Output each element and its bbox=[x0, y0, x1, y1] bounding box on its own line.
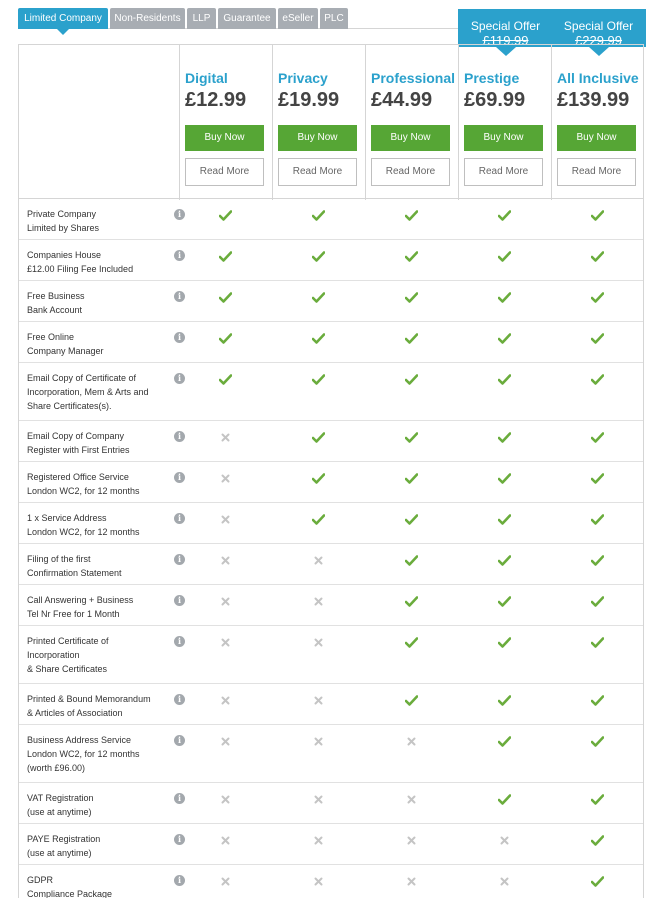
feature-row bbox=[19, 626, 643, 684]
feature-label bbox=[27, 552, 167, 580]
package-price: £69.99 bbox=[464, 89, 526, 111]
check-icon bbox=[311, 511, 327, 527]
package-name: Professional bbox=[371, 70, 456, 86]
package-professional bbox=[365, 45, 458, 200]
package-name: Prestige bbox=[464, 70, 520, 86]
cross-icon bbox=[497, 873, 513, 889]
check-icon bbox=[311, 248, 327, 264]
feature-label bbox=[27, 330, 167, 358]
tab-plc[interactable]: PLC bbox=[320, 8, 348, 29]
special-offer-label: Special Offer bbox=[470, 19, 541, 33]
feature-row bbox=[19, 783, 643, 824]
check-icon bbox=[404, 330, 420, 346]
feature-label-line: Incorporation bbox=[27, 650, 80, 660]
feature-label bbox=[27, 791, 167, 819]
feature-row bbox=[19, 544, 643, 585]
info-icon[interactable]: i bbox=[174, 209, 185, 220]
feature-row bbox=[19, 684, 643, 725]
feature-label-line: Registered Office Service bbox=[27, 472, 129, 482]
feature-label-line: GDPR bbox=[27, 875, 54, 885]
cross-icon bbox=[218, 634, 234, 650]
feature-label-line: Email Copy of Company bbox=[27, 431, 125, 441]
package-name: Privacy bbox=[278, 70, 328, 86]
check-icon bbox=[497, 692, 513, 708]
feature-label-line: PAYE Registration bbox=[27, 834, 101, 844]
buy-now-button[interactable]: Buy Now bbox=[557, 125, 636, 151]
info-icon[interactable]: i bbox=[174, 694, 185, 705]
info-icon[interactable]: i bbox=[174, 834, 185, 845]
check-icon bbox=[590, 248, 606, 264]
check-icon bbox=[404, 248, 420, 264]
feature-label bbox=[27, 248, 167, 276]
check-icon bbox=[218, 330, 234, 346]
buy-now-button[interactable]: Buy Now bbox=[278, 125, 357, 151]
feature-label-line: Call Answering + Business bbox=[27, 595, 134, 605]
check-icon bbox=[404, 289, 420, 305]
special-offer-ribbon bbox=[458, 9, 553, 47]
check-icon bbox=[311, 207, 327, 223]
cross-icon bbox=[311, 593, 327, 609]
cross-icon bbox=[404, 791, 420, 807]
check-icon bbox=[218, 248, 234, 264]
tab-non-residents[interactable]: Non-Residents bbox=[110, 8, 185, 29]
feature-row bbox=[19, 322, 643, 363]
check-icon bbox=[404, 207, 420, 223]
info-icon[interactable]: i bbox=[174, 875, 185, 886]
cross-icon bbox=[404, 832, 420, 848]
check-icon bbox=[497, 330, 513, 346]
check-icon bbox=[590, 330, 606, 346]
feature-label-line: 1 x Service Address bbox=[27, 513, 107, 523]
info-icon[interactable]: i bbox=[174, 636, 185, 647]
check-icon bbox=[590, 470, 606, 486]
feature-label-line: Company Manager bbox=[27, 346, 104, 356]
info-icon[interactable]: i bbox=[174, 332, 185, 343]
package-privacy bbox=[272, 45, 365, 200]
feature-label-line: Free Business bbox=[27, 291, 85, 301]
check-icon bbox=[590, 511, 606, 527]
check-icon bbox=[311, 330, 327, 346]
package-prestige bbox=[458, 45, 551, 200]
feature-row bbox=[19, 363, 643, 421]
pricing-table bbox=[18, 44, 644, 898]
tab-llp[interactable]: LLP bbox=[187, 8, 216, 29]
check-icon bbox=[404, 692, 420, 708]
check-icon bbox=[404, 593, 420, 609]
feature-label-line: £12.00 Filing Fee Included bbox=[27, 264, 134, 274]
buy-now-button[interactable]: Buy Now bbox=[464, 125, 543, 151]
check-icon bbox=[218, 207, 234, 223]
check-icon bbox=[590, 634, 606, 650]
feature-label-line: Share Certificates(s). bbox=[27, 401, 112, 411]
cross-icon bbox=[218, 593, 234, 609]
feature-label bbox=[27, 289, 167, 317]
cross-icon bbox=[218, 429, 234, 445]
read-more-button[interactable]: Read More bbox=[371, 158, 450, 186]
check-icon bbox=[497, 289, 513, 305]
special-offer-old-price: £119.99 bbox=[482, 33, 529, 48]
cross-icon bbox=[218, 692, 234, 708]
check-icon bbox=[404, 429, 420, 445]
info-icon[interactable]: i bbox=[174, 735, 185, 746]
feature-row bbox=[19, 725, 643, 783]
check-icon bbox=[404, 511, 420, 527]
info-icon[interactable]: i bbox=[174, 431, 185, 442]
feature-label-line: Email Copy of Certificate of bbox=[27, 373, 137, 383]
info-icon[interactable]: i bbox=[174, 472, 185, 483]
feature-label bbox=[27, 429, 167, 457]
read-more-button[interactable]: Read More bbox=[464, 158, 543, 186]
check-icon bbox=[497, 593, 513, 609]
info-icon[interactable]: i bbox=[174, 595, 185, 606]
package-price: £12.99 bbox=[185, 89, 247, 111]
cross-icon bbox=[311, 733, 327, 749]
feature-label-line: Limited by Shares bbox=[27, 223, 100, 233]
check-icon bbox=[311, 429, 327, 445]
feature-label-line: Printed Certificate of bbox=[27, 636, 109, 646]
special-offer-ribbon bbox=[551, 9, 646, 47]
feature-label-line: (use at anytime) bbox=[27, 848, 92, 858]
feature-label bbox=[27, 207, 167, 235]
package-name: All Inclusive bbox=[557, 70, 639, 86]
check-icon bbox=[497, 470, 513, 486]
cross-icon bbox=[218, 552, 234, 568]
check-icon bbox=[404, 634, 420, 650]
check-icon bbox=[497, 371, 513, 387]
feature-row bbox=[19, 503, 643, 544]
feature-row bbox=[19, 865, 643, 898]
info-icon[interactable]: i bbox=[174, 513, 185, 524]
read-more-button[interactable]: Read More bbox=[278, 158, 357, 186]
info-icon[interactable]: i bbox=[174, 793, 185, 804]
feature-label-line: London WC2, for 12 months bbox=[27, 527, 140, 537]
cross-icon bbox=[218, 832, 234, 848]
package-header-row bbox=[19, 44, 643, 199]
cross-icon bbox=[218, 733, 234, 749]
cross-icon bbox=[218, 511, 234, 527]
cross-icon bbox=[311, 634, 327, 650]
check-icon bbox=[590, 429, 606, 445]
info-icon[interactable]: i bbox=[174, 250, 185, 261]
cross-icon bbox=[218, 873, 234, 889]
check-icon bbox=[590, 593, 606, 609]
package-price: £19.99 bbox=[278, 89, 340, 111]
check-icon bbox=[404, 470, 420, 486]
check-icon bbox=[311, 371, 327, 387]
feature-label bbox=[27, 371, 167, 413]
feature-label bbox=[27, 511, 167, 539]
check-icon bbox=[590, 832, 606, 848]
feature-label bbox=[27, 873, 167, 898]
feature-label bbox=[27, 733, 167, 775]
feature-row bbox=[19, 824, 643, 865]
package-digital bbox=[179, 45, 272, 200]
check-icon bbox=[218, 289, 234, 305]
check-icon bbox=[497, 511, 513, 527]
check-icon bbox=[590, 692, 606, 708]
feature-label-line: & Share Certificates bbox=[27, 664, 108, 674]
feature-label-line: Private Company bbox=[27, 209, 97, 219]
feature-label-line: Filing of the first bbox=[27, 554, 91, 564]
cross-icon bbox=[311, 791, 327, 807]
cross-icon bbox=[497, 832, 513, 848]
cross-icon bbox=[404, 733, 420, 749]
check-icon bbox=[404, 371, 420, 387]
package-all-inclusive bbox=[551, 45, 644, 200]
info-icon[interactable]: i bbox=[174, 554, 185, 565]
feature-row bbox=[19, 281, 643, 322]
feature-label bbox=[27, 832, 167, 860]
check-icon bbox=[404, 552, 420, 568]
feature-label-line: London WC2, for 12 months bbox=[27, 749, 140, 759]
special-offer-label: Special Offer bbox=[563, 19, 634, 33]
check-icon bbox=[497, 207, 513, 223]
special-offer-old-price: £229.99 bbox=[575, 33, 622, 48]
check-icon bbox=[218, 371, 234, 387]
cross-icon bbox=[404, 873, 420, 889]
tab-guarantee[interactable]: Guarantee bbox=[218, 8, 276, 29]
check-icon bbox=[311, 470, 327, 486]
read-more-button[interactable]: Read More bbox=[557, 158, 636, 186]
feature-label-line: & Articles of Association bbox=[27, 708, 123, 718]
info-icon[interactable]: i bbox=[174, 291, 185, 302]
feature-row bbox=[19, 421, 643, 462]
feature-label-line: Free Online bbox=[27, 332, 75, 342]
info-icon[interactable]: i bbox=[174, 373, 185, 384]
feature-label bbox=[27, 593, 167, 621]
cross-icon bbox=[218, 470, 234, 486]
package-price: £139.99 bbox=[557, 89, 630, 111]
check-icon bbox=[590, 873, 606, 889]
read-more-button[interactable]: Read More bbox=[185, 158, 264, 186]
check-icon bbox=[590, 371, 606, 387]
check-icon bbox=[311, 289, 327, 305]
feature-label-line: Business Address Service bbox=[27, 735, 132, 745]
tab-limited-company[interactable]: Limited Company bbox=[18, 8, 108, 29]
package-price: £44.99 bbox=[371, 89, 433, 111]
check-icon bbox=[590, 552, 606, 568]
feature-label-line: Printed & Bound Memorandum bbox=[27, 694, 151, 704]
buy-now-button[interactable]: Buy Now bbox=[371, 125, 450, 151]
feature-label-line: Tel Nr Free for 1 Month bbox=[27, 609, 120, 619]
check-icon bbox=[590, 289, 606, 305]
feature-label bbox=[27, 634, 167, 676]
tab-eseller[interactable]: eSeller bbox=[278, 8, 318, 29]
feature-label-line: Register with First Entries bbox=[27, 445, 130, 455]
feature-label-line: VAT Registration bbox=[27, 793, 94, 803]
check-icon bbox=[497, 248, 513, 264]
feature-label-line: (worth £96.00) bbox=[27, 763, 86, 773]
feature-label-line: Confirmation Statement bbox=[27, 568, 122, 578]
check-icon bbox=[590, 733, 606, 749]
feature-label bbox=[27, 470, 167, 498]
feature-row bbox=[19, 240, 643, 281]
check-icon bbox=[497, 552, 513, 568]
feature-label-line: London WC2, for 12 months bbox=[27, 486, 140, 496]
feature-label-line: Bank Account bbox=[27, 305, 83, 315]
feature-row bbox=[19, 585, 643, 626]
cross-icon bbox=[311, 692, 327, 708]
check-icon bbox=[497, 791, 513, 807]
feature-row bbox=[19, 199, 643, 240]
check-icon bbox=[497, 634, 513, 650]
package-name: Digital bbox=[185, 70, 228, 86]
cross-icon bbox=[311, 832, 327, 848]
feature-label-line: Companies House bbox=[27, 250, 102, 260]
check-icon bbox=[497, 429, 513, 445]
cross-icon bbox=[218, 791, 234, 807]
check-icon bbox=[497, 733, 513, 749]
buy-now-button[interactable]: Buy Now bbox=[185, 125, 264, 151]
feature-label bbox=[27, 692, 167, 720]
feature-label-line: Incorporation, Mem & Arts and bbox=[27, 387, 149, 397]
feature-label-line: (use at anytime) bbox=[27, 807, 92, 817]
feature-row bbox=[19, 462, 643, 503]
cross-icon bbox=[311, 873, 327, 889]
cross-icon bbox=[311, 552, 327, 568]
feature-label-line: Compliance Package bbox=[27, 889, 113, 898]
check-icon bbox=[590, 791, 606, 807]
check-icon bbox=[590, 207, 606, 223]
